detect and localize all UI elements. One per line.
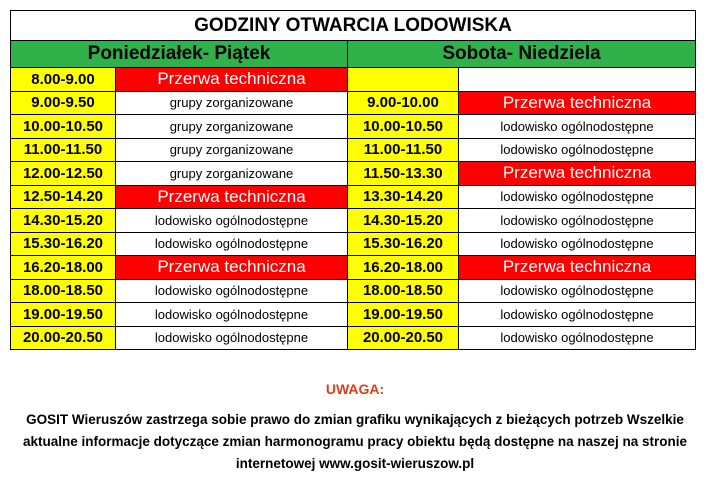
- weekday-time-cell: 11.00-11.50: [11, 138, 116, 162]
- schedule-row: [11, 185, 696, 209]
- schedule-row: [11, 162, 696, 186]
- weekday-activity-cell: lodowisko ogólnodostępne: [116, 232, 348, 256]
- day-header-row: [11, 41, 696, 68]
- schedule-row: [11, 138, 696, 162]
- weekend-time-cell: [348, 68, 459, 92]
- weekend-activity-cell: lodowisko ogólnodostępne: [459, 115, 696, 139]
- weekday-activity-cell: grupy zorganizowane: [116, 162, 348, 186]
- weekday-header: Poniedziałek- Piątek: [11, 41, 348, 68]
- schedule-row: [11, 303, 696, 327]
- schedule-table: [10, 10, 696, 350]
- weekend-time-cell: 20.00-20.50: [348, 326, 459, 350]
- weekend-time-cell: 9.00-10.00: [348, 91, 459, 115]
- weekday-time-cell: 19.00-19.50: [11, 303, 116, 327]
- schedule-row: [11, 209, 696, 233]
- weekend-activity-cell: [459, 68, 696, 92]
- weekday-activity-cell: lodowisko ogólnodostępne: [116, 279, 348, 303]
- weekday-time-cell: 10.00-10.50: [11, 115, 116, 139]
- notice-line-3: internetowej www.gosit-wieruszow.pl: [235, 456, 475, 471]
- weekday-activity-cell: grupy zorganizowane: [116, 115, 348, 139]
- weekday-time-cell: 18.00-18.50: [11, 279, 116, 303]
- weekday-activity-cell: lodowisko ogólnodostępne: [116, 303, 348, 327]
- weekend-activity-cell: lodowisko ogólnodostępne: [459, 326, 696, 350]
- weekday-time-cell: 8.00-9.00: [11, 68, 116, 92]
- weekend-activity-cell: Przerwa techniczna: [459, 256, 696, 280]
- weekday-time-cell: 16.20-18.00: [11, 256, 116, 280]
- weekend-activity-cell: lodowisko ogólnodostępne: [459, 279, 696, 303]
- weekend-time-cell: 11.50-13.30: [348, 162, 459, 186]
- schedule-row: [11, 279, 696, 303]
- weekend-activity-cell: lodowisko ogólnodostępne: [459, 185, 696, 209]
- weekday-activity-cell: Przerwa techniczna: [116, 256, 348, 280]
- title-row: [11, 11, 696, 41]
- weekday-time-cell: 9.00-9.50: [11, 91, 116, 115]
- notice-line-2: aktualne informacje dotyczące zmian harmonogramu pracy obiektu będą dostępne na naszej na stronie: [23, 434, 687, 449]
- weekday-time-cell: 12.00-12.50: [11, 162, 116, 186]
- weekend-activity-cell: lodowisko ogólnodostępne: [459, 303, 696, 327]
- weekday-activity-cell: Przerwa techniczna: [116, 68, 348, 92]
- notice-heading: UWAGA:: [325, 381, 385, 397]
- schedule-row: [11, 232, 696, 256]
- weekend-activity-cell: lodowisko ogólnodostępne: [459, 209, 696, 233]
- weekend-time-cell: 14.30-15.20: [348, 209, 459, 233]
- schedule-row: [11, 256, 696, 280]
- schedule-row: [11, 115, 696, 139]
- weekend-activity-cell: lodowisko ogólnodostępne: [459, 138, 696, 162]
- weekday-activity-cell: lodowisko ogólnodostępne: [116, 209, 348, 233]
- weekend-time-cell: 11.00-11.50: [348, 138, 459, 162]
- weekday-time-cell: 14.30-15.20: [11, 209, 116, 233]
- notice-line-1: GOSIT Wieruszów zastrzega sobie prawo do zmian grafiku wynikających z bieżących potrzeb Wszelkie: [26, 412, 684, 427]
- schedule-row: [11, 91, 696, 115]
- weekend-time-cell: 19.00-19.50: [348, 303, 459, 327]
- weekend-time-cell: 18.00-18.50: [348, 279, 459, 303]
- weekend-time-cell: 10.00-10.50: [348, 115, 459, 139]
- weekday-time-cell: 20.00-20.50: [11, 326, 116, 350]
- weekday-time-cell: 12.50-14.20: [11, 185, 116, 209]
- schedule-row: [11, 68, 696, 92]
- weekday-activity-cell: lodowisko ogólnodostępne: [116, 326, 348, 350]
- weekend-time-cell: 16.20-18.00: [348, 256, 459, 280]
- schedule-row: [11, 326, 696, 350]
- weekend-header: Sobota- Niedziela: [348, 41, 696, 68]
- weekend-activity-cell: Przerwa techniczna: [459, 91, 696, 115]
- weekday-activity-cell: Przerwa techniczna: [116, 185, 348, 209]
- weekend-activity-cell: lodowisko ogólnodostępne: [459, 232, 696, 256]
- schedule-title: GODZINY OTWARCIA LODOWISKA: [11, 11, 696, 41]
- weekend-time-cell: 15.30-16.20: [348, 232, 459, 256]
- weekday-time-cell: 15.30-16.20: [11, 232, 116, 256]
- weekday-activity-cell: grupy zorganizowane: [116, 91, 348, 115]
- weekday-activity-cell: grupy zorganizowane: [116, 138, 348, 162]
- weekend-activity-cell: Przerwa techniczna: [459, 162, 696, 186]
- weekend-time-cell: 13.30-14.20: [348, 185, 459, 209]
